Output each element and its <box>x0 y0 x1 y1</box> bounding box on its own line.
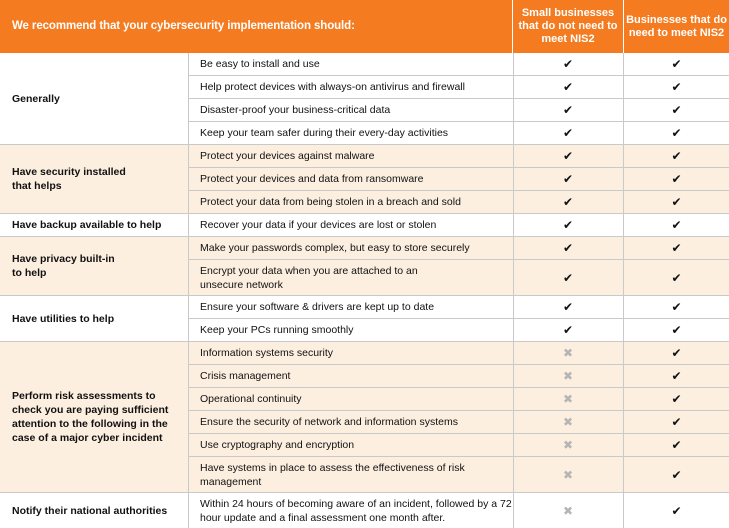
check-icon: ✔ <box>562 323 574 337</box>
check-icon: ✔ <box>562 103 574 117</box>
check-icon: ✔ <box>671 323 682 337</box>
table-row <box>189 296 729 319</box>
check-icon: ✔ <box>671 218 682 232</box>
check-icon: ✔ <box>671 503 682 518</box>
row-text: Encrypt your data when you are attached to an unsecure network <box>200 264 418 291</box>
table-row <box>189 365 729 388</box>
group-notify-authorities <box>0 493 729 528</box>
group-label: Perform risk assessments to check you are paying sufficient attention to the following in the case of a major cyber incident <box>0 342 189 492</box>
row-text: Crisis management <box>200 370 291 382</box>
cross-icon: ✖ <box>562 503 574 518</box>
check-icon: ✔ <box>671 300 682 314</box>
check-icon: ✔ <box>671 346 682 360</box>
check-icon: ✔ <box>562 195 574 209</box>
group-label: Have backup available to help <box>0 214 189 236</box>
group-backup <box>0 214 729 237</box>
row-text: Keep your team safer during their every-day activities <box>200 127 449 139</box>
check-icon: ✔ <box>671 369 682 383</box>
cross-icon: ✖ <box>562 369 574 383</box>
check-icon: ✔ <box>671 195 682 209</box>
table-row <box>189 191 729 213</box>
table-row <box>189 411 729 434</box>
check-icon: ✔ <box>562 57 574 71</box>
group-utilities <box>0 296 729 342</box>
table-row <box>189 260 729 295</box>
row-text: Use cryptography and encryption <box>200 439 355 451</box>
cross-icon: ✖ <box>562 438 574 452</box>
group-risk-assessments <box>0 342 729 493</box>
row-text: Have systems in place to assess the effectiveness of risk management <box>200 461 465 488</box>
table-row <box>189 319 729 341</box>
cross-icon: ✖ <box>562 467 574 482</box>
table-row <box>189 99 729 122</box>
check-icon: ✔ <box>671 438 682 452</box>
table-row <box>189 145 729 168</box>
table-row <box>189 434 729 457</box>
group-label: Generally <box>0 53 189 144</box>
group-generally <box>0 53 729 145</box>
table-row <box>189 493 729 528</box>
check-icon: ✔ <box>562 126 574 140</box>
group-label: Notify their national authorities <box>0 493 189 528</box>
table-header <box>0 0 729 53</box>
check-icon: ✔ <box>562 149 574 163</box>
row-text: Protect your devices against malware <box>200 150 375 162</box>
group-label: Have utilities to help <box>0 296 189 341</box>
header-col-small-businesses: Small businesses that do not need to meet NIS2 <box>518 7 618 45</box>
row-text: Information systems security <box>200 347 334 359</box>
group-privacy <box>0 237 729 296</box>
row-text: Recover your data if your devices are lost or stolen <box>200 219 437 231</box>
row-text: Protect your devices and data from ransomware <box>200 173 424 185</box>
check-icon: ✔ <box>671 467 682 482</box>
cross-icon: ✖ <box>562 346 574 360</box>
table-row <box>189 342 729 365</box>
table-row <box>189 76 729 99</box>
cross-icon: ✖ <box>562 392 574 406</box>
check-icon: ✔ <box>671 270 682 285</box>
table-row <box>189 237 729 260</box>
check-icon: ✔ <box>671 126 682 140</box>
table-row <box>189 214 729 236</box>
table-row <box>189 457 729 492</box>
check-icon: ✔ <box>671 103 682 117</box>
check-icon: ✔ <box>671 241 682 255</box>
row-text: Help protect devices with always-on antivirus and firewall <box>200 81 465 93</box>
row-text: Disaster-proof your business-critical data <box>200 104 391 116</box>
check-icon: ✔ <box>671 392 682 406</box>
check-icon: ✔ <box>671 80 682 94</box>
header-title: We recommend that your cybersecurity implementation should: <box>12 20 355 32</box>
check-icon: ✔ <box>562 270 574 285</box>
check-icon: ✔ <box>562 80 574 94</box>
check-icon: ✔ <box>671 149 682 163</box>
row-text: Within 24 hours of becoming aware of an incident, followed by a 72 hour update and a final assessment one month after. <box>200 497 512 524</box>
check-icon: ✔ <box>671 57 682 71</box>
check-icon: ✔ <box>671 415 682 429</box>
row-text: Operational continuity <box>200 393 302 405</box>
group-label: Have privacy built-in to help <box>0 237 189 295</box>
check-icon: ✔ <box>562 300 574 314</box>
group-security-installed <box>0 145 729 214</box>
table-row <box>189 388 729 411</box>
header-col-nis2-businesses: Businesses that do need to meet NIS2 <box>626 13 727 39</box>
check-icon: ✔ <box>562 218 574 232</box>
check-icon: ✔ <box>562 172 574 186</box>
row-text: Ensure the security of network and information systems <box>200 416 458 428</box>
table-row <box>189 122 729 144</box>
check-icon: ✔ <box>562 241 574 255</box>
row-text: Be easy to install and use <box>200 58 320 70</box>
check-icon: ✔ <box>671 172 682 186</box>
row-text: Protect your data from being stolen in a breach and sold <box>200 196 461 208</box>
table-row <box>189 168 729 191</box>
table-row <box>189 53 729 76</box>
row-text: Ensure your software & drivers are kept up to date <box>200 301 435 313</box>
row-text: Make your passwords complex, but easy to store securely <box>200 242 470 254</box>
cross-icon: ✖ <box>562 415 574 429</box>
group-label: Have security installed that helps <box>0 145 189 213</box>
row-text: Keep your PCs running smoothly <box>200 324 354 336</box>
